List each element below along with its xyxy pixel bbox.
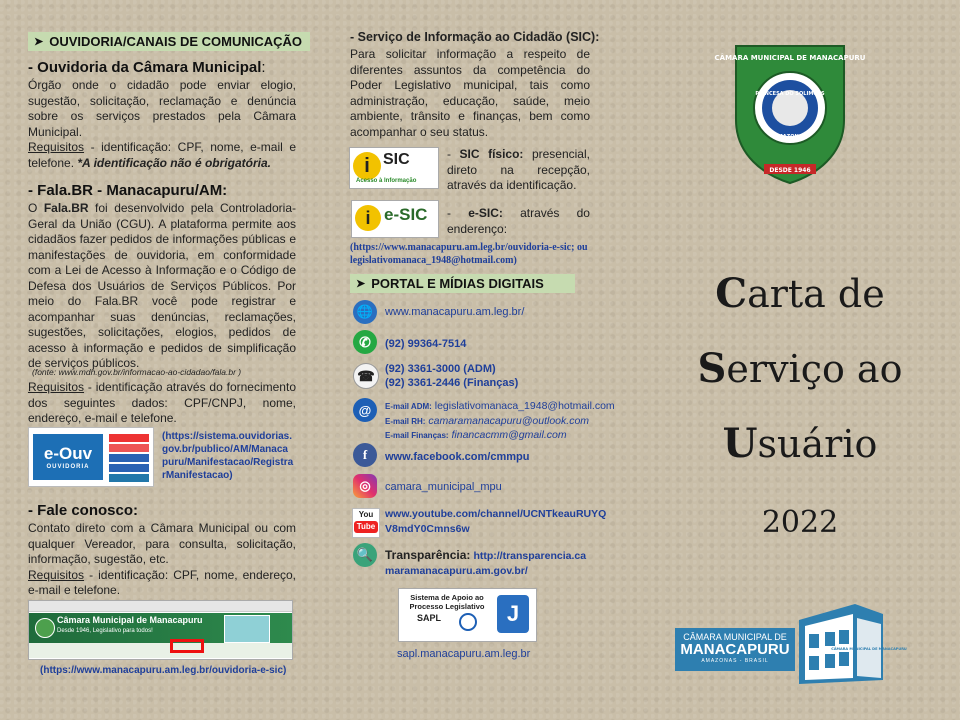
esic-text: - e-SIC: através do enderenço: [447, 206, 590, 236]
requirements-label: Requisitos [28, 140, 85, 154]
svg-text:CÂMARA MUNICIPAL DE MANACAPURU: CÂMARA MUNICIPAL DE MANACAPURU [831, 647, 907, 651]
website-screenshot: Câmara Municipal de Manacapuru Desde 1946, Legislativo para todos! [28, 600, 293, 660]
title-line-2: Serviço ao [697, 345, 903, 392]
svg-text:CÂMARA MUNICIPAL DE MANACAPURU: CÂMARA MUNICIPAL DE MANACAPURU [714, 54, 866, 62]
eouv-logo: e-Ouv OUVIDORIA [28, 427, 154, 487]
transparency-icon: 🔍 [353, 543, 377, 567]
sic-heading: - Serviço de Informação ao Cidadão (SIC): [350, 30, 600, 44]
sapl-link[interactable]: sapl.manacapuru.am.leg.br [397, 648, 531, 660]
sapl-logo: Sistema de Apoio ao Processo Legislativo SAPL J [398, 588, 537, 642]
falabr-requirements: Requisitos - identificação através do fornecimento dos seguintes dados: CPF/CNPJ, nome, endereço, e-mail e telefone. [28, 380, 296, 425]
whatsapp-number[interactable]: (92) 99364-7514 [385, 338, 467, 350]
youtube-icon: You Tube [352, 508, 380, 538]
telephone-icon: ☎ [353, 363, 379, 389]
eouv-link[interactable]: (https://sistema.ouvidorias.gov.br/publico/AM/Manacapuru/Manifestacao/RegistrarManifestacao) [162, 431, 294, 481]
sic-logo: i SIC Acesso à Informação [349, 147, 439, 189]
building-illustration [795, 600, 907, 686]
arrow-bullet-icon: ➤ [34, 36, 44, 48]
fale-body: Contato direto com a Câmara Municipal ou com qualquer Vereador, para consulta, solicitação, informação, sugestão, etc. Requisitos - identificação: CPF, nome, endereço, e-mail e telefone. [28, 521, 296, 597]
esic-logo: i e-SIC [351, 200, 439, 238]
email-icon: @ [353, 398, 377, 422]
footer-logo: CÂMARA MUNICIPAL DE MANACAPURU AMAZONAS - BRASIL [675, 628, 795, 671]
transparency-row: Transparência: http://transparencia.camaramanacapuru.am.gov.br/ [385, 548, 587, 577]
phone-financas[interactable]: (92) 3361-2446 (Finanças) [385, 377, 519, 389]
site-link[interactable]: www.manacapuru.am.leg.br/ [385, 306, 525, 318]
facebook-link[interactable]: www.facebook.com/cmmpu [385, 451, 530, 463]
title-line-3: Usuário [722, 420, 878, 467]
svg-text:DESDE 1946: DESDE 1946 [769, 167, 811, 174]
ouvidoria-body: Órgão onde o cidadão pode enviar elogio, sugestão, solicitação, reclamação e denúncia sobre os serviços prestados pela Câmara Municipal. Requisitos - identificação: CPF, nome, e-mail e telefone. *A identificação não é obrigatória. [28, 78, 296, 170]
esic-links[interactable]: (https://www.manacapuru.am.leg.br/ouvidoria-e-sic; ou legislativomanaca_1948@hotmail.com) [350, 242, 588, 266]
svg-text:PRINCESA DO SOLIMÕES: PRINCESA DO SOLIMÕES [755, 91, 825, 97]
whatsapp-icon: ✆ [353, 330, 377, 354]
youtube-link[interactable]: www.youtube.com/channel/UCNTkeauRUYQV8mdY0Cmns6w [385, 508, 607, 535]
section-header-portal: ➤ PORTAL E MÍDIAS DIGITAIS [350, 274, 575, 293]
email-adm: E-mail ADM: legislativomanaca_1948@hotmail.com [385, 400, 615, 412]
globe-icon: 🌐 [353, 300, 377, 324]
phone-adm[interactable]: (92) 3361-3000 (ADM) [385, 363, 496, 375]
fale-heading: - Fale conosco: [28, 502, 139, 519]
falabr-source: (fonte: www.mdh.gov.br/informacao-ao-cidadao/fala.br ) [32, 367, 242, 377]
highlight-box [170, 639, 204, 653]
section-title: OUVIDORIA/CANAIS DE COMUNICAÇÃO [49, 34, 303, 49]
section-header-ouvidoria [28, 32, 310, 51]
sic-fisico: - SIC físico: presencial, direto na recepção, através da identificação. [447, 147, 590, 192]
email-financas: E-mail Finanças: financacmm@gmail.com [385, 429, 567, 441]
seal-icon [35, 618, 55, 638]
ouvidoria-heading: - Ouvidoria da Câmara Municipal: [28, 59, 266, 76]
building-icon [224, 615, 270, 643]
year: 2022 [761, 505, 839, 540]
falabr-body: O Fala.BR foi desenvolvido pela Controladoria-Geral da União (CGU). A plataforma permite aos cidadãos fazer pedidos de informações públicas e manifestações de ouvidoria, em conformidade com a Lei de Acesso à Informação e o Código de Defesa dos Usuários de Serviços Públicos. Por meio do Fala.BR você pode registrar e acompanhar suas denúncias, reclamações, sugestões, solicitações, elogios, pedidos de acesso à informação e pedidos de simplificação de serviços públicos. [28, 201, 296, 370]
svg-text:AMAZONAS: AMAZONAS [773, 134, 807, 140]
instagram-link[interactable]: camara_municipal_mpu [385, 481, 502, 493]
falabr-heading: - Fala.BR - Manacapuru/AM: [28, 182, 228, 199]
sic-body: Para solicitar informação a respeito de diferentes assuntos da competência do Poder Legislativo municipal, tais como administração, educação, saúde, meio ambiente, trânsito e finanças, bem como acompanhar o seu status. [350, 47, 590, 139]
facebook-icon: f [353, 443, 377, 467]
fale-link[interactable]: (https://www.manacapuru.am.leg.br/ouvidoria-e-sic) [40, 665, 287, 676]
arrow-bullet-icon: ➤ [356, 278, 366, 290]
email-rh: E-mail RH: camaramanacapuru@outlook.com [385, 415, 590, 427]
instagram-icon: ◎ [353, 474, 377, 498]
title-line-1: Carta de [715, 270, 885, 317]
chamber-emblem [714, 40, 866, 185]
